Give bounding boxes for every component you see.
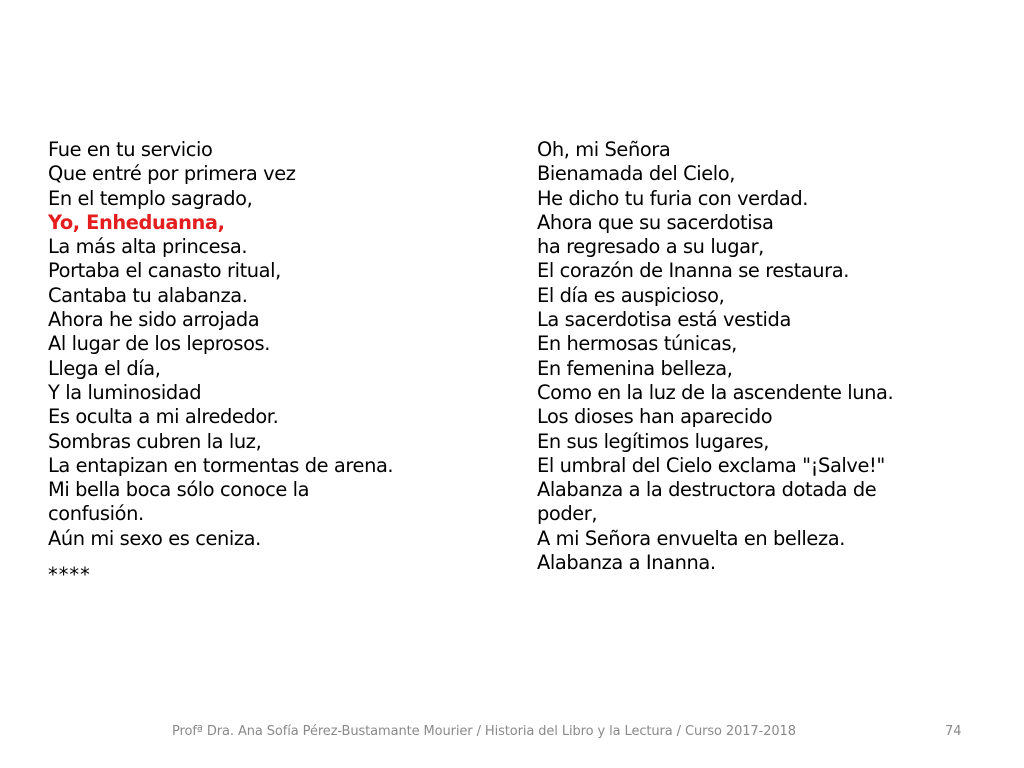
poem-line: Es oculta a mi alrededor. [48, 405, 279, 429]
poem-line: Llega el día, [48, 356, 161, 380]
poem-line: La más alta princesa. [48, 235, 248, 259]
section-separator: **** [48, 563, 91, 587]
poem-line: La sacerdotisa está vestida [537, 308, 791, 332]
poem-line: Fue en tu servicio [48, 138, 213, 161]
poem-line: Bienamada del Cielo, [537, 162, 735, 186]
poem-line: Cantaba tu alabanza. [48, 283, 248, 307]
poem-line: Mi bella boca sólo conoce la [48, 478, 310, 502]
poem-line: He dicho tu furia con verdad. [537, 186, 809, 210]
poem-line: Aún mi sexo es ceniza. [48, 526, 261, 550]
poem-line: Alabanza a Inanna. [537, 551, 716, 575]
poem-line: Los dioses han aparecido [537, 405, 773, 429]
poem-line: Al lugar de los leprosos. [48, 332, 271, 356]
poem-line: Portaba el canasto ritual, [48, 259, 281, 283]
poem-line: poder, [537, 502, 598, 526]
poem-line: El día es auspicioso, [537, 283, 725, 307]
poem-line-highlighted: Yo, Enheduanna, [48, 210, 225, 234]
poem-line: Ahora que su sacerdotisa [537, 210, 774, 234]
poem-right-column [537, 138, 987, 575]
poem-line: Y la luminosidad [48, 380, 202, 404]
poem-line: El umbral del Cielo exclama "¡Salve!" [537, 453, 885, 477]
poem-line: En el templo sagrado, [48, 186, 253, 210]
slide-footer [0, 724, 1024, 744]
poem-line: Oh, mi Señora [537, 138, 671, 161]
stanza-gap [48, 551, 488, 563]
poem-line: confusión. [48, 502, 144, 526]
poem-line: El corazón de Inanna se restaura. [537, 259, 849, 283]
poem-left-column [48, 138, 488, 587]
poem-line: Ahora he sido arrojada [48, 308, 260, 332]
poem-line: En femenina belleza, [537, 356, 733, 380]
poem-line: ha regresado a su lugar, [537, 235, 764, 259]
page-number: 74 [945, 724, 962, 739]
poem-line: En sus legítimos lugares, [537, 429, 769, 453]
poem-line: Alabanza a la destructora dotada de [537, 478, 877, 502]
poem-line: A mi Señora envuelta en belleza. [537, 526, 845, 550]
poem-line: Que entré por primera vez [48, 162, 296, 186]
footer-credit: Profª Dra. Ana Sofía Pérez-Bustamante Mourier / Historia del Libro y la Lectura / Curso 2017-2018 [172, 724, 796, 739]
poem-line: Como en la luz de la ascendente luna. [537, 380, 894, 404]
poem-line: En hermosas túnicas, [537, 332, 737, 356]
poem-line: La entapizan en tormentas de arena. [48, 453, 394, 477]
poem-line: Sombras cubren la luz, [48, 429, 262, 453]
